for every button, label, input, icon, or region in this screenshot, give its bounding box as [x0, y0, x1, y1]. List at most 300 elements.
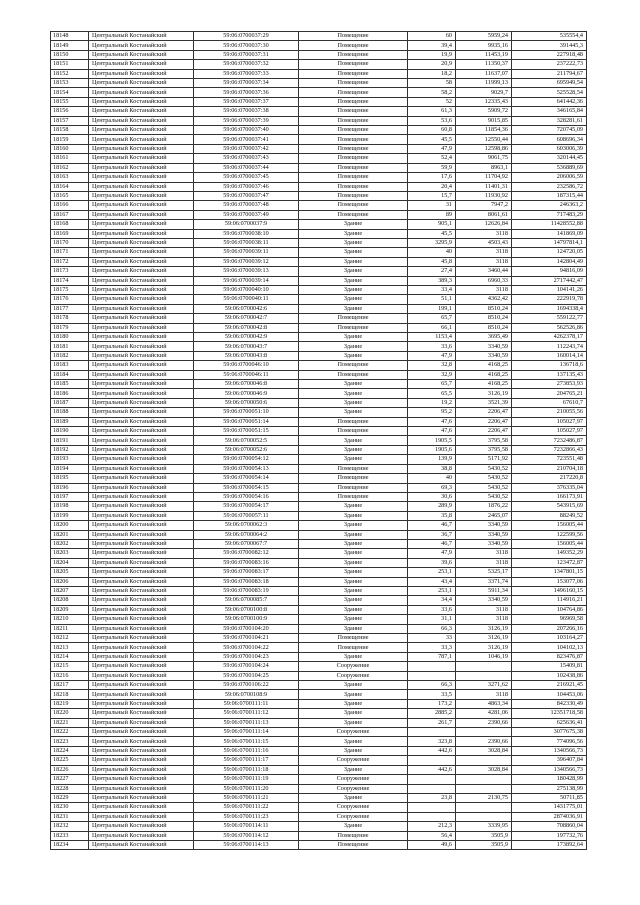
- cadastral-number-cell: 59:06:0700108:9: [194, 690, 299, 699]
- cadastral-number-cell: 59:06:0700038:11: [194, 238, 299, 247]
- cadastral-number-cell: 59:06:0700039:13: [194, 267, 299, 276]
- object-type-cell: Сооружение: [299, 728, 408, 737]
- table-row: [51, 803, 587, 812]
- area-value-cell: 30,6: [408, 492, 456, 501]
- cadastral-value-cell: 246363,2: [512, 201, 587, 210]
- table-row: [51, 267, 587, 276]
- area-value-cell: 45,5: [408, 135, 456, 144]
- table-row: [51, 699, 587, 708]
- area-value-cell: 39,6: [408, 558, 456, 567]
- cadastral-number-cell: 59:06:0700054:15: [194, 483, 299, 492]
- unit-value-cell: 11854,36: [456, 126, 512, 135]
- district-name-cell: Центральный Костанайский: [89, 483, 194, 492]
- cadastral-value-cell: 217220,8: [512, 474, 587, 483]
- row-number-cell: 18189: [51, 417, 89, 426]
- table-row: [51, 97, 587, 106]
- table-row: [51, 60, 587, 69]
- object-type-cell: Здание: [299, 737, 408, 746]
- unit-value-cell: 4168,25: [456, 361, 512, 370]
- unit-value-cell: 1876,22: [456, 502, 512, 511]
- unit-value-cell: 12626,84: [456, 220, 512, 229]
- area-value-cell: [408, 803, 456, 812]
- district-name-cell: Центральный Костанайский: [89, 521, 194, 530]
- row-number-cell: 18162: [51, 163, 89, 172]
- row-number-cell: 18232: [51, 822, 89, 831]
- cadastral-value-cell: 210055,56: [512, 408, 587, 417]
- district-name-cell: Центральный Костанайский: [89, 775, 194, 784]
- cadastral-value-cell: 1694338,4: [512, 304, 587, 313]
- row-number-cell: 18164: [51, 182, 89, 191]
- row-number-cell: 18148: [51, 32, 89, 41]
- object-type-cell: Здание: [299, 709, 408, 718]
- cadastral-number-cell: 59:06:0700083:18: [194, 577, 299, 586]
- object-type-cell: Помещение: [299, 314, 408, 323]
- row-number-cell: 18191: [51, 436, 89, 445]
- cadastral-number-cell: 59:06:0700111:13: [194, 718, 299, 727]
- table-row: [51, 746, 587, 755]
- district-name-cell: Центральный Костанайский: [89, 154, 194, 163]
- cadastral-number-cell: 59:06:0700037:32: [194, 60, 299, 69]
- table-row: [51, 756, 587, 765]
- unit-value-cell: 4863,34: [456, 699, 512, 708]
- district-name-cell: Центральный Костанайский: [89, 586, 194, 595]
- row-number-cell: 18194: [51, 464, 89, 473]
- unit-value-cell: 4168,25: [456, 370, 512, 379]
- row-number-cell: 18171: [51, 248, 89, 257]
- cadastral-value-cell: 180428,99: [512, 775, 587, 784]
- area-value-cell: 32,8: [408, 361, 456, 370]
- cadastral-number-cell: 59:06:0700100:8: [194, 605, 299, 614]
- object-type-cell: Здание: [299, 285, 408, 294]
- district-name-cell: Центральный Костанайский: [89, 793, 194, 802]
- row-number-cell: 18192: [51, 445, 89, 454]
- cadastral-number-cell: 59:06:0700037:31: [194, 50, 299, 59]
- row-number-cell: 18155: [51, 97, 89, 106]
- row-number-cell: 18221: [51, 718, 89, 727]
- object-type-cell: Здание: [299, 577, 408, 586]
- table-row: [51, 182, 587, 191]
- area-value-cell: 20,9: [408, 60, 456, 69]
- cadastral-number-cell: 59:06:0700111:14: [194, 728, 299, 737]
- unit-value-cell: 8510,24: [456, 314, 512, 323]
- unit-value-cell: 5171,92: [456, 455, 512, 464]
- cadastral-number-cell: 59:06:0700085:7: [194, 596, 299, 605]
- row-number-cell: 18152: [51, 69, 89, 78]
- row-number-cell: 18212: [51, 634, 89, 643]
- cadastral-number-cell: 59:06:0700052:5: [194, 436, 299, 445]
- object-type-cell: Помещение: [299, 173, 408, 182]
- district-name-cell: Центральный Костанайский: [89, 210, 194, 219]
- area-value-cell: 35,8: [408, 511, 456, 520]
- object-type-cell: Здание: [299, 276, 408, 285]
- cadastral-number-cell: 59:06:0700037:34: [194, 79, 299, 88]
- table-row: [51, 323, 587, 332]
- cadastral-number-cell: 59:06:0700042:9: [194, 333, 299, 342]
- table-row: [51, 662, 587, 671]
- cadastral-value-cell: 641442,36: [512, 97, 587, 106]
- district-name-cell: Центральный Костанайский: [89, 97, 194, 106]
- table-row: [51, 831, 587, 840]
- area-value-cell: 49,6: [408, 840, 456, 849]
- area-value-cell: 47,6: [408, 427, 456, 436]
- object-type-cell: Здание: [299, 699, 408, 708]
- table-row: [51, 436, 587, 445]
- table-row: [51, 427, 587, 436]
- row-number-cell: 18170: [51, 238, 89, 247]
- cadastral-value-cell: 211794,67: [512, 69, 587, 78]
- row-number-cell: 18151: [51, 60, 89, 69]
- area-value-cell: 65,7: [408, 314, 456, 323]
- row-number-cell: 18190: [51, 427, 89, 436]
- table-row: [51, 116, 587, 125]
- cadastral-number-cell: 59:06:0700111:22: [194, 803, 299, 812]
- district-name-cell: Центральный Костанайский: [89, 60, 194, 69]
- cadastral-number-cell: 59:06:0700057:11: [194, 511, 299, 520]
- object-type-cell: Сооружение: [299, 671, 408, 680]
- object-type-cell: Здание: [299, 615, 408, 624]
- district-name-cell: Центральный Костанайский: [89, 32, 194, 41]
- district-name-cell: Центральный Костанайский: [89, 624, 194, 633]
- object-type-cell: Здание: [299, 408, 408, 417]
- district-name-cell: Центральный Костанайский: [89, 126, 194, 135]
- object-type-cell: Помещение: [299, 97, 408, 106]
- object-type-cell: Здание: [299, 746, 408, 755]
- cadastral-number-cell: 59:06:0700104:23: [194, 652, 299, 661]
- unit-value-cell: 11401,31: [456, 182, 512, 191]
- unit-value-cell: 3340,59: [456, 521, 512, 530]
- cadastral-number-cell: 59:06:0700043:7: [194, 342, 299, 351]
- area-value-cell: 442,6: [408, 765, 456, 774]
- unit-value-cell: 5430,52: [456, 464, 512, 473]
- cadastral-value-cell: 216921,45: [512, 681, 587, 690]
- cadastral-number-cell: 59:06:0700039:14: [194, 276, 299, 285]
- unit-value-cell: 7947,2: [456, 201, 512, 210]
- table-row: [51, 775, 587, 784]
- area-value-cell: 212,3: [408, 822, 456, 831]
- row-number-cell: 18206: [51, 577, 89, 586]
- district-name-cell: Центральный Костанайский: [89, 201, 194, 210]
- row-number-cell: 18153: [51, 79, 89, 88]
- district-name-cell: Центральный Костанайский: [89, 615, 194, 624]
- unit-value-cell: 3795,58: [456, 445, 512, 454]
- district-name-cell: Центральный Костанайский: [89, 163, 194, 172]
- area-value-cell: 58,2: [408, 88, 456, 97]
- row-number-cell: 18223: [51, 737, 89, 746]
- unit-value-cell: [456, 728, 512, 737]
- cadastral-number-cell: 59:06:0700042:6: [194, 304, 299, 313]
- cadastral-number-cell: 59:06:0700114:11: [194, 822, 299, 831]
- row-number-cell: 18202: [51, 539, 89, 548]
- cadastral-number-cell: 59:06:0700039:12: [194, 257, 299, 266]
- object-type-cell: Здание: [299, 822, 408, 831]
- area-value-cell: 40: [408, 474, 456, 483]
- table-row: [51, 784, 587, 793]
- object-type-cell: Здание: [299, 511, 408, 520]
- cadastral-value-cell: 137135,43: [512, 370, 587, 379]
- object-type-cell: Здание: [299, 539, 408, 548]
- area-value-cell: 60,8: [408, 126, 456, 135]
- district-name-cell: Центральный Костанайский: [89, 634, 194, 643]
- district-name-cell: Центральный Костанайский: [89, 107, 194, 116]
- area-value-cell: 20,4: [408, 182, 456, 191]
- table-row: [51, 445, 587, 454]
- table-body: [51, 32, 587, 850]
- table-row: [51, 474, 587, 483]
- district-name-cell: Центральный Костанайский: [89, 295, 194, 304]
- district-name-cell: Центральный Костанайский: [89, 577, 194, 586]
- cadastral-value-cell: 149352,29: [512, 549, 587, 558]
- district-name-cell: Центральный Костанайский: [89, 229, 194, 238]
- table-row: [51, 417, 587, 426]
- row-number-cell: 18176: [51, 295, 89, 304]
- object-type-cell: Здание: [299, 502, 408, 511]
- unit-value-cell: 3340,59: [456, 539, 512, 548]
- district-name-cell: Центральный Костанайский: [89, 699, 194, 708]
- district-name-cell: Центральный Костанайский: [89, 427, 194, 436]
- area-value-cell: 3295,9: [408, 238, 456, 247]
- cadastral-number-cell: 59:06:0700042:8: [194, 323, 299, 332]
- cadastral-value-cell: 237222,73: [512, 60, 587, 69]
- row-number-cell: 18227: [51, 775, 89, 784]
- cadastral-value-cell: 206006,59: [512, 173, 587, 182]
- table-row: [51, 671, 587, 680]
- table-row: [51, 154, 587, 163]
- area-value-cell: 289,9: [408, 502, 456, 511]
- area-value-cell: 61,3: [408, 107, 456, 116]
- unit-value-cell: 2465,07: [456, 511, 512, 520]
- cadastral-number-cell: 59:06:0700054:13: [194, 464, 299, 473]
- cadastral-number-cell: 59:06:0700037:45: [194, 173, 299, 182]
- table-row: [51, 107, 587, 116]
- area-value-cell: 33,6: [408, 605, 456, 614]
- unit-value-cell: 2206,47: [456, 417, 512, 426]
- object-type-cell: Здание: [299, 558, 408, 567]
- unit-value-cell: [456, 756, 512, 765]
- object-type-cell: Здание: [299, 596, 408, 605]
- table-row: [51, 191, 587, 200]
- district-name-cell: Центральный Костанайский: [89, 436, 194, 445]
- row-number-cell: 18183: [51, 361, 89, 370]
- unit-value-cell: 3695,49: [456, 333, 512, 342]
- cadastral-value-cell: 525528,54: [512, 88, 587, 97]
- row-number-cell: 18234: [51, 840, 89, 849]
- area-value-cell: 389,3: [408, 276, 456, 285]
- row-number-cell: 18184: [51, 370, 89, 379]
- row-number-cell: 18157: [51, 116, 89, 125]
- unit-value-cell: 3118: [456, 248, 512, 257]
- row-number-cell: 18165: [51, 191, 89, 200]
- area-value-cell: 45,8: [408, 257, 456, 266]
- cadastral-value-cell: 708860,04: [512, 822, 587, 831]
- cadastral-value-cell: 207266,16: [512, 624, 587, 633]
- cadastral-value-cell: 67610,7: [512, 398, 587, 407]
- object-type-cell: Здание: [299, 681, 408, 690]
- unit-value-cell: 5430,52: [456, 474, 512, 483]
- object-type-cell: Сооружение: [299, 775, 408, 784]
- object-type-cell: Здание: [299, 690, 408, 699]
- object-type-cell: Помещение: [299, 840, 408, 849]
- cadastral-number-cell: 59:06:0700037:47: [194, 191, 299, 200]
- table-row: [51, 32, 587, 41]
- cadastral-value-cell: 105027,97: [512, 427, 587, 436]
- area-value-cell: 31: [408, 201, 456, 210]
- unit-value-cell: 8963,1: [456, 163, 512, 172]
- table-row: [51, 229, 587, 238]
- area-value-cell: 33,6: [408, 342, 456, 351]
- area-value-cell: 56,4: [408, 831, 456, 840]
- table-row: [51, 483, 587, 492]
- table-row: [51, 304, 587, 313]
- area-value-cell: 199,1: [408, 304, 456, 313]
- row-number-cell: 18186: [51, 389, 89, 398]
- row-number-cell: 18169: [51, 229, 89, 238]
- district-name-cell: Центральный Костанайский: [89, 652, 194, 661]
- area-value-cell: 15,7: [408, 191, 456, 200]
- area-value-cell: 905,1: [408, 220, 456, 229]
- unit-value-cell: 11350,37: [456, 60, 512, 69]
- cadastral-value-cell: 112243,74: [512, 342, 587, 351]
- district-name-cell: Центральный Костанайский: [89, 812, 194, 821]
- district-name-cell: Центральный Костанайский: [89, 784, 194, 793]
- cadastral-value-cell: 96969,58: [512, 615, 587, 624]
- district-name-cell: Центральный Костанайский: [89, 502, 194, 511]
- object-type-cell: Здание: [299, 248, 408, 257]
- unit-value-cell: 5430,52: [456, 483, 512, 492]
- cadastral-value-cell: 275138,99: [512, 784, 587, 793]
- cadastral-value-cell: 7232486,87: [512, 436, 587, 445]
- unit-value-cell: 3340,59: [456, 596, 512, 605]
- table-row: [51, 41, 587, 50]
- table-row: [51, 408, 587, 417]
- object-type-cell: Помещение: [299, 69, 408, 78]
- unit-value-cell: [456, 784, 512, 793]
- unit-value-cell: 11704,92: [456, 173, 512, 182]
- row-number-cell: 18229: [51, 793, 89, 802]
- area-value-cell: 23,8: [408, 793, 456, 802]
- area-value-cell: 19,9: [408, 50, 456, 59]
- district-name-cell: Центральный Костанайский: [89, 549, 194, 558]
- unit-value-cell: 3126,19: [456, 624, 512, 633]
- row-number-cell: 18168: [51, 220, 89, 229]
- unit-value-cell: 9935,16: [456, 41, 512, 50]
- object-type-cell: Помещение: [299, 483, 408, 492]
- area-value-cell: 261,7: [408, 718, 456, 727]
- district-name-cell: Центральный Костанайский: [89, 568, 194, 577]
- object-type-cell: Помещение: [299, 163, 408, 172]
- district-name-cell: Центральный Костанайский: [89, 681, 194, 690]
- object-type-cell: Здание: [299, 568, 408, 577]
- cadastral-value-cell: 1496160,15: [512, 586, 587, 595]
- cadastral-value-cell: 232586,72: [512, 182, 587, 191]
- cadastral-number-cell: 59:06:0700111:19: [194, 775, 299, 784]
- cadastral-value-cell: 222919,78: [512, 295, 587, 304]
- row-number-cell: 18230: [51, 803, 89, 812]
- cadastral-number-cell: 59:06:0700111:11: [194, 699, 299, 708]
- cadastral-number-cell: 59:06:0700037:9: [194, 220, 299, 229]
- area-value-cell: [408, 775, 456, 784]
- row-number-cell: 18197: [51, 492, 89, 501]
- area-value-cell: 139,9: [408, 455, 456, 464]
- table-row: [51, 88, 587, 97]
- cadastral-value-cell: 104141,26: [512, 285, 587, 294]
- table-row: [51, 210, 587, 219]
- object-type-cell: Помещение: [299, 116, 408, 125]
- row-number-cell: 18198: [51, 502, 89, 511]
- area-value-cell: 95,2: [408, 408, 456, 417]
- cadastral-value-cell: 4262378,17: [512, 333, 587, 342]
- unit-value-cell: 3028,84: [456, 746, 512, 755]
- object-type-cell: Здание: [299, 455, 408, 464]
- cadastral-value-cell: 156005,44: [512, 521, 587, 530]
- table-row: [51, 558, 587, 567]
- cadastral-number-cell: 59:06:0700046:10: [194, 361, 299, 370]
- table-row: [51, 521, 587, 530]
- table-row: [51, 502, 587, 511]
- district-name-cell: Центральный Костанайский: [89, 248, 194, 257]
- row-number-cell: 18210: [51, 615, 89, 624]
- area-value-cell: 43,4: [408, 577, 456, 586]
- table-row: [51, 276, 587, 285]
- area-value-cell: 45,5: [408, 229, 456, 238]
- table-row: [51, 530, 587, 539]
- cadastral-number-cell: 59:06:0700104:22: [194, 643, 299, 652]
- area-value-cell: 33,5: [408, 690, 456, 699]
- table-row: [51, 380, 587, 389]
- unit-value-cell: 8510,24: [456, 323, 512, 332]
- district-name-cell: Центральный Костанайский: [89, 643, 194, 652]
- area-value-cell: 33: [408, 634, 456, 643]
- cadastral-number-cell: 59:06:0700040:10: [194, 285, 299, 294]
- object-type-cell: Помещение: [299, 370, 408, 379]
- district-name-cell: Центральный Костанайский: [89, 765, 194, 774]
- cadastral-number-cell: 59:06:0700037:30: [194, 41, 299, 50]
- cadastral-value-cell: 695949,54: [512, 79, 587, 88]
- area-value-cell: 66,1: [408, 323, 456, 332]
- district-name-cell: Центральный Костанайский: [89, 596, 194, 605]
- unit-value-cell: 3340,59: [456, 342, 512, 351]
- cadastral-value-cell: 105027,97: [512, 417, 587, 426]
- district-name-cell: Центральный Костанайский: [89, 173, 194, 182]
- unit-value-cell: 2206,47: [456, 427, 512, 436]
- cadastral-number-cell: 59:06:0700114:13: [194, 840, 299, 849]
- area-value-cell: 38,8: [408, 464, 456, 473]
- cadastral-value-cell: 273853,93: [512, 380, 587, 389]
- table-row: [51, 144, 587, 153]
- unit-value-cell: 3505,9: [456, 831, 512, 840]
- district-name-cell: Центральный Костанайский: [89, 144, 194, 153]
- object-type-cell: Здание: [299, 624, 408, 633]
- row-number-cell: 18172: [51, 257, 89, 266]
- table-row: [51, 257, 587, 266]
- row-number-cell: 18201: [51, 530, 89, 539]
- unit-value-cell: 4168,25: [456, 380, 512, 389]
- area-value-cell: 1153,4: [408, 333, 456, 342]
- row-number-cell: 18211: [51, 624, 89, 633]
- area-value-cell: 47,9: [408, 351, 456, 360]
- unit-value-cell: 8510,24: [456, 304, 512, 313]
- cadastral-value-cell: 3077675,38: [512, 728, 587, 737]
- district-name-cell: Центральный Костанайский: [89, 803, 194, 812]
- area-value-cell: 32,9: [408, 370, 456, 379]
- cadastral-number-cell: 59:06:0700082:12: [194, 549, 299, 558]
- unit-value-cell: [456, 812, 512, 821]
- district-name-cell: Центральный Костанайский: [89, 116, 194, 125]
- cadastral-number-cell: 59:06:0700037:39: [194, 116, 299, 125]
- row-number-cell: 18196: [51, 483, 89, 492]
- object-type-cell: Помещение: [299, 417, 408, 426]
- table-row: [51, 615, 587, 624]
- table-row: [51, 79, 587, 88]
